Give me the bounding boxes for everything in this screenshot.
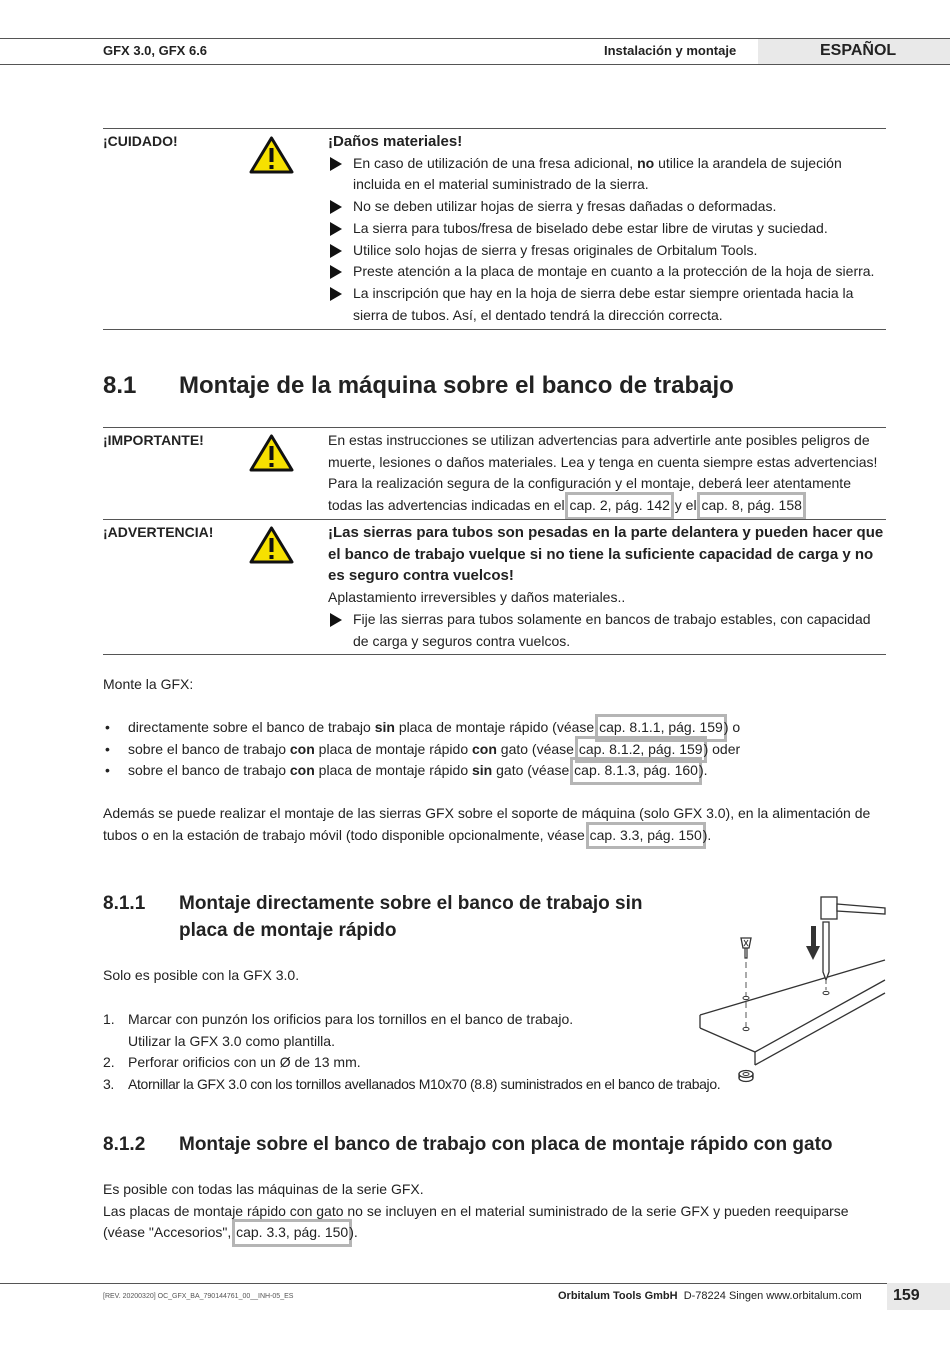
section-number: 8.1 [103,372,137,399]
caution-item: La inscripción que hay en la hoja de sierra debe estar siempre orientada hacia la sierra de tubos. Así, el dentado tendrá la dirección correcta. [328,283,888,326]
important-rule-bottom [103,519,886,520]
warning-body [328,522,888,652]
cross-reference-link[interactable]: cap. 8, pág. 158 [700,495,802,517]
page-number-box [887,1283,950,1310]
important-label: ¡IMPORTANTE! [103,432,204,448]
caution-item: No se deben utilizar hojas de sierra y fresas dañadas o deformadas. [328,196,888,218]
list-item: 3. Atornillar la GFX 3.0 con los tornillos avellanados M10x70 (8.8) suministrados en el banco de trabajo. [103,1076,721,1093]
subsection-body: Es posible con todas las máquinas de la serie GFX. Las placas de montaje rápido con gato no se incluyen en el material suministrado de la serie GFX y pueden reequiparse (véase "Accesorios", cap. 3.3, pág. 150). [103,1179,888,1244]
warning-triangle-icon [249,136,294,174]
warning-title: ¡Las sierras para tubos son pesadas en la parte delantera y pueden hacer que el banco de trabajo vuelque si no tiene la suficiente capacidad de carga y no es seguro contra vuelcos! [328,524,884,585]
cross-reference-link[interactable]: cap. 8.1.1, pág. 159 [598,717,724,739]
header-language-tab [758,39,950,64]
footer-company: Orbitalum Tools GmbH D-78224 Singen www.orbitalum.com [558,1290,862,1302]
subsection-title: Montaje sobre el banco de trabajo con placa de montaje rápido con gato [179,1134,833,1155]
subsection-intro: Solo es posible con la GFX 3.0. [103,967,300,983]
section-title: Montaje de la máquina sobre el banco de trabajo [179,372,734,399]
page-number: 159 [893,1287,920,1304]
list-item: 1. Marcar con punzón los orificios para los tornillos en el banco de trabajo. Utilizar la GFX 3.0 como plantilla. [103,1011,574,1049]
subsection-number: 8.1.1 [103,893,146,914]
additional-mounting-paragraph: Además se puede realizar el montaje de las sierras GFX sobre el soporte de máquina (solo GFX 3.0), en la alimentación de tubos o en la estación de trabajo móvil (todo disponible opcionalmente, véase cap. 3.3, pág. 150). [103,803,888,846]
warning-label: ¡ADVERTENCIA! [103,524,214,540]
list-item: • sobre el banco de trabajo con placa de montaje rápido con gato (véase cap. 8.1.2, pág. 159) oder [103,739,903,761]
caution-title: ¡Daños materiales! [328,133,463,150]
important-text: En estas instrucciones se utilizan advertencias para advertirle ante posibles peligros de muerte, lesiones o daños materiales. Lea y tenga en cuenta siempre estas advertencias! Para la realización segura de la configuración y el montaje, deberá leer atentamente todas las advertencias indicadas en el cap. 2, pág. 142 y el cap. 8, pág. 158 [328,430,888,517]
arrow-bullet-icon [330,287,342,301]
arrow-bullet-icon [330,157,342,171]
workbench-mounting-illustration [695,890,890,1090]
important-rule-top [103,427,886,428]
header-rule-bottom [0,64,950,65]
cross-reference-link[interactable]: cap. 3.3, pág. 150 [235,1222,349,1244]
caution-item: En caso de utilización de una fresa adicional, no utilice la arandela de sujeción incluida en el material suministrado de la sierra. [328,153,888,196]
caution-label: ¡CUIDADO! [103,133,178,149]
caution-rule-bottom [103,329,886,330]
warning-item: Fije las sierras para tubos solamente en bancos de trabajo estables, con capacidad de carga y seguros contra vuelcos. [328,609,888,652]
arrow-bullet-icon [330,265,342,279]
mount-options-list [103,717,903,782]
subsection-title: Montaje directamente sobre el banco de trabajo sin placa de montaje rápido [179,893,643,941]
caution-item: La sierra para tubos/fresa de biselado debe estar libre de virutas y suciedad. [328,218,888,240]
warning-triangle-icon [249,526,294,564]
subsection-number: 8.1.2 [103,1134,146,1155]
warning-triangle-icon [249,434,294,472]
arrow-bullet-icon [330,222,342,236]
header-models: GFX 3.0, GFX 6.6 [103,43,208,58]
arrow-bullet-icon [330,244,342,258]
warning-rule-bottom [103,654,886,655]
list-item: • directamente sobre el banco de trabajo sin placa de montaje rápido (véase cap. 8.1.1, pág. 159) o [103,717,903,739]
cross-reference-link[interactable]: cap. 8.1.3, pág. 160 [573,760,699,782]
mount-intro: Monte la GFX: [103,676,194,692]
steps-list [103,1009,721,1096]
arrow-bullet-icon [330,200,342,214]
footer-revision: [REV. 20200320] OC_GFX_BA_790144761_00__INH-05_ES [103,1293,294,1300]
cross-reference-link[interactable]: cap. 8.1.2, pág. 159 [578,739,704,761]
list-item: • sobre el banco de trabajo con placa de montaje rápido sin gato (véase cap. 8.1.3, pág. 160). [103,760,903,782]
warning-subtitle: Aplastamiento irreversibles y daños materiales.. [328,589,626,606]
header-language: ESPAÑOL [820,42,897,59]
header-section: Instalación y montaje [604,43,737,58]
caution-rule-top [103,128,886,129]
cross-reference-link[interactable]: cap. 2, pág. 142 [568,495,670,517]
caution-item: Utilice solo hojas de sierra y fresas originales de Orbitalum Tools. [328,240,888,262]
footer-rule [0,1283,887,1284]
caution-body [328,131,888,326]
caution-item: Preste atención a la placa de montaje en cuanto a la protección de la hoja de sierra. [328,261,888,283]
list-item: 2. Perforar orificios con un Ø de 13 mm. [103,1054,361,1071]
arrow-bullet-icon [330,613,342,627]
cross-reference-link[interactable]: cap. 3.3, pág. 150 [589,825,703,847]
